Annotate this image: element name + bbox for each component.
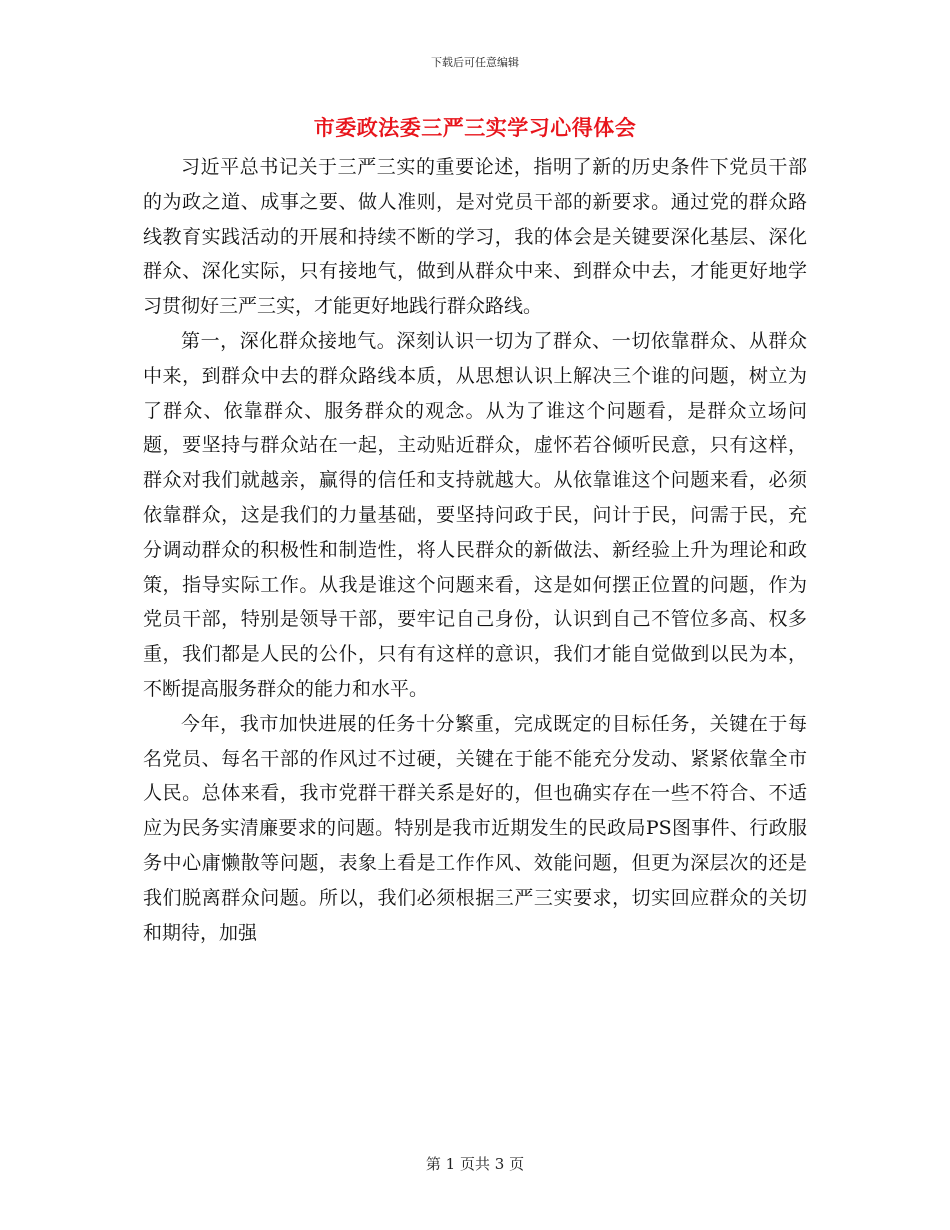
document-body [143,150,807,950]
paragraph-1: 习近平总书记关于三严三实的重要论述，指明了新的历史条件下党员干部的为政之道、成事之要、做人准则，是对党员干部的新要求。通过党的群众路线教育实践活动的开展和持续不断的学习，我的体会是关键要深化基层、深化群众、深化实际，只有接地气，做到从群众中来、到群众中去，才能更好地学习贯彻好三严三实，才能更好地践行群众路线。 [143,156,807,318]
page-number: 第 1 页共 3 页 [425,1155,525,1173]
paragraph-2: 第一，深化群众接地气。深刻认识一切为了群众、一切依靠群众、从群众中来，到群众中去的群众路线本质，从思想认识上解决三个谁的问题，树立为了群众、依靠群众、服务群众的观念。从为了谁这个问题看，是群众立场问题，要坚持与群众站在一起，主动贴近群众，虚怀若谷倾听民意，只有这样，群众对我们就越亲，赢得的信任和支持就越大。从依靠谁这个问题来看，必须依靠群众，这是我们的力量基础，要坚持问政于民，问计于民，问需于民，充分调动群众的积极性和制造性，将人民群众的新做法、新经验上升为理论和政策，指导实际工作。从我是谁这个问题来看，这是如何摆正位置的问题，作为党员干部，特别是领导干部，要牢记自己身份，认识到自己不管位多高、权多重，我们都是人民的公仆，只有有这样的意识，我们才能自觉做到以民为本，不断提高服务群众的能力和水平。 [143,329,807,700]
page-header-note: 下载后可任意编辑 [431,56,519,69]
document-title: 市委政法委三严三实学习心得体会 [313,115,637,140]
paragraph-3: 今年，我市加快进展的任务十分繁重，完成既定的目标任务，关键在于每名党员、每名干部的作风过不过硬，关键在于能不能充分发动、紧紧依靠全市人民。总体来看，我市党群干群关系是好的，但也确实存在一些不符合、不适应为民务实清廉要求的问题。特别是我市近期发生的民政局PS图事件、行政服务中心庸懒散等问题，表象上看是工作作风、效能问题，但更为深层次的还是我们脱离群众问题。所以，我们必须根据三严三实要求，切实回应群众的关切和期待，加强 [143,712,807,944]
